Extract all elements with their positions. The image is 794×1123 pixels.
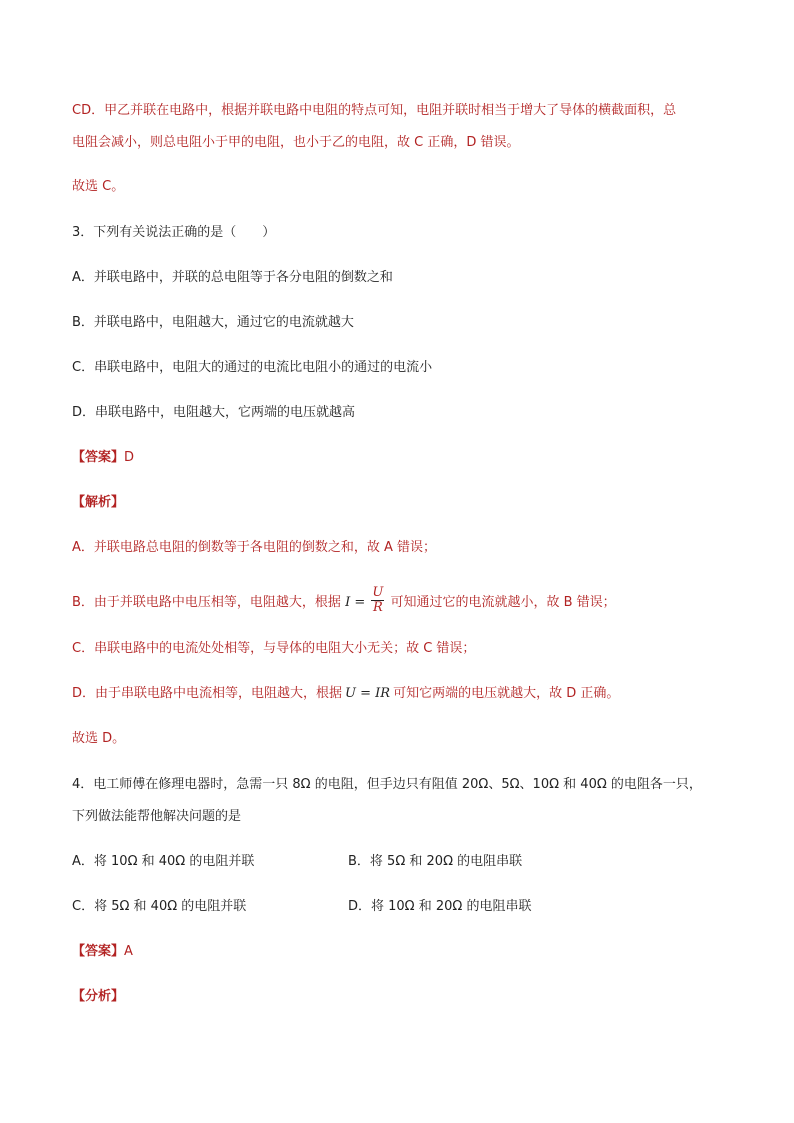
q2-conclusion: 故选 C。 bbox=[72, 179, 125, 194]
q3-analysis-a: A．并联电路总电阻的倒数等于各电阻的倒数之和，故 A 错误； bbox=[72, 540, 437, 555]
answer-value: D bbox=[124, 450, 135, 465]
analysis-d-suffix: 可知它两端的电压就越大，故 D 正确。 bbox=[393, 686, 620, 701]
q3-option-d: D．串联电路中，电阻越大，它两端的电压就越高 bbox=[72, 405, 356, 420]
fraction-denominator: R bbox=[372, 600, 383, 615]
q3-option-c: C．串联电路中，电阻大的通过的电流比电阻小的通过的电流小 bbox=[72, 360, 433, 375]
q4-answer-tag: 【答案】 bbox=[72, 944, 125, 959]
q2-cd-line-2: 电阻会减小，则总电阻小于甲的电阻，也小于乙的电阻，故 C 正确，D 错误。 bbox=[72, 135, 520, 150]
q4-stem-line-2: 下列做法能帮他解决问题的是 bbox=[72, 809, 242, 824]
q4-answer-value: A bbox=[124, 944, 133, 959]
q4-analysis-tag: 【分析】 bbox=[72, 989, 125, 1004]
analysis-tag: 【解析】 bbox=[72, 495, 125, 510]
q3-analysis-c: C．串联电路中的电流处处相等，与导体的电阻大小无关；故 C 错误； bbox=[72, 641, 476, 656]
formula-equals: = bbox=[350, 595, 370, 610]
q4-answer bbox=[72, 943, 133, 961]
q4-option-b: B．将 5Ω 和 20Ω 的电阻串联 bbox=[348, 854, 523, 869]
q3-analysis-d bbox=[72, 685, 619, 703]
q3-option-a: A．并联电路中，并联的总电阻等于各分电阻的倒数之和 bbox=[72, 270, 393, 285]
analysis-b-prefix: B．由于并联电路中电压相等，电阻越大，根据 bbox=[72, 595, 341, 610]
fraction-u-over-r bbox=[371, 586, 384, 615]
q3-analysis-heading bbox=[72, 494, 124, 512]
analysis-b-suffix: 可知通过它的电流就越小，故 B 错误； bbox=[390, 595, 616, 610]
q4-stem-line-1: 4．电工师傅在修理电器时，急需一只 8Ω 的电阻，但手边只有阻值 20Ω、5Ω、10Ω 和 40Ω 的电阻各一只， bbox=[72, 777, 702, 792]
q3-analysis-b bbox=[72, 585, 616, 617]
answer-tag: 【答案】 bbox=[72, 450, 125, 465]
q4-option-d: D．将 10Ω 和 20Ω 的电阻串联 bbox=[348, 899, 532, 914]
formula-u-ir: U = IR bbox=[345, 686, 391, 701]
q3-option-b: B．并联电路中，电阻越大，通过它的电流就越大 bbox=[72, 315, 354, 330]
analysis-d-prefix: D．由于串联电路中电流相等，电阻越大，根据 bbox=[72, 686, 343, 701]
q4-option-c: C．将 5Ω 和 40Ω 的电阻并联 bbox=[72, 899, 247, 914]
q3-conclusion: 故选 D。 bbox=[72, 731, 126, 746]
q4-analysis-heading bbox=[72, 988, 124, 1006]
q4-option-a: A．将 10Ω 和 40Ω 的电阻并联 bbox=[72, 854, 255, 869]
fraction-numerator: U bbox=[372, 585, 384, 600]
q3-stem: 3．下列有关说法正确的是（ ） bbox=[72, 225, 276, 240]
q3-answer bbox=[72, 449, 134, 467]
formula-i: I bbox=[345, 595, 351, 610]
q2-cd-line-1: CD．甲乙并联在电路中，根据并联电路中电阻的特点可知，电阻并联时相当于增大了导体的横截面积，总 bbox=[72, 103, 677, 118]
